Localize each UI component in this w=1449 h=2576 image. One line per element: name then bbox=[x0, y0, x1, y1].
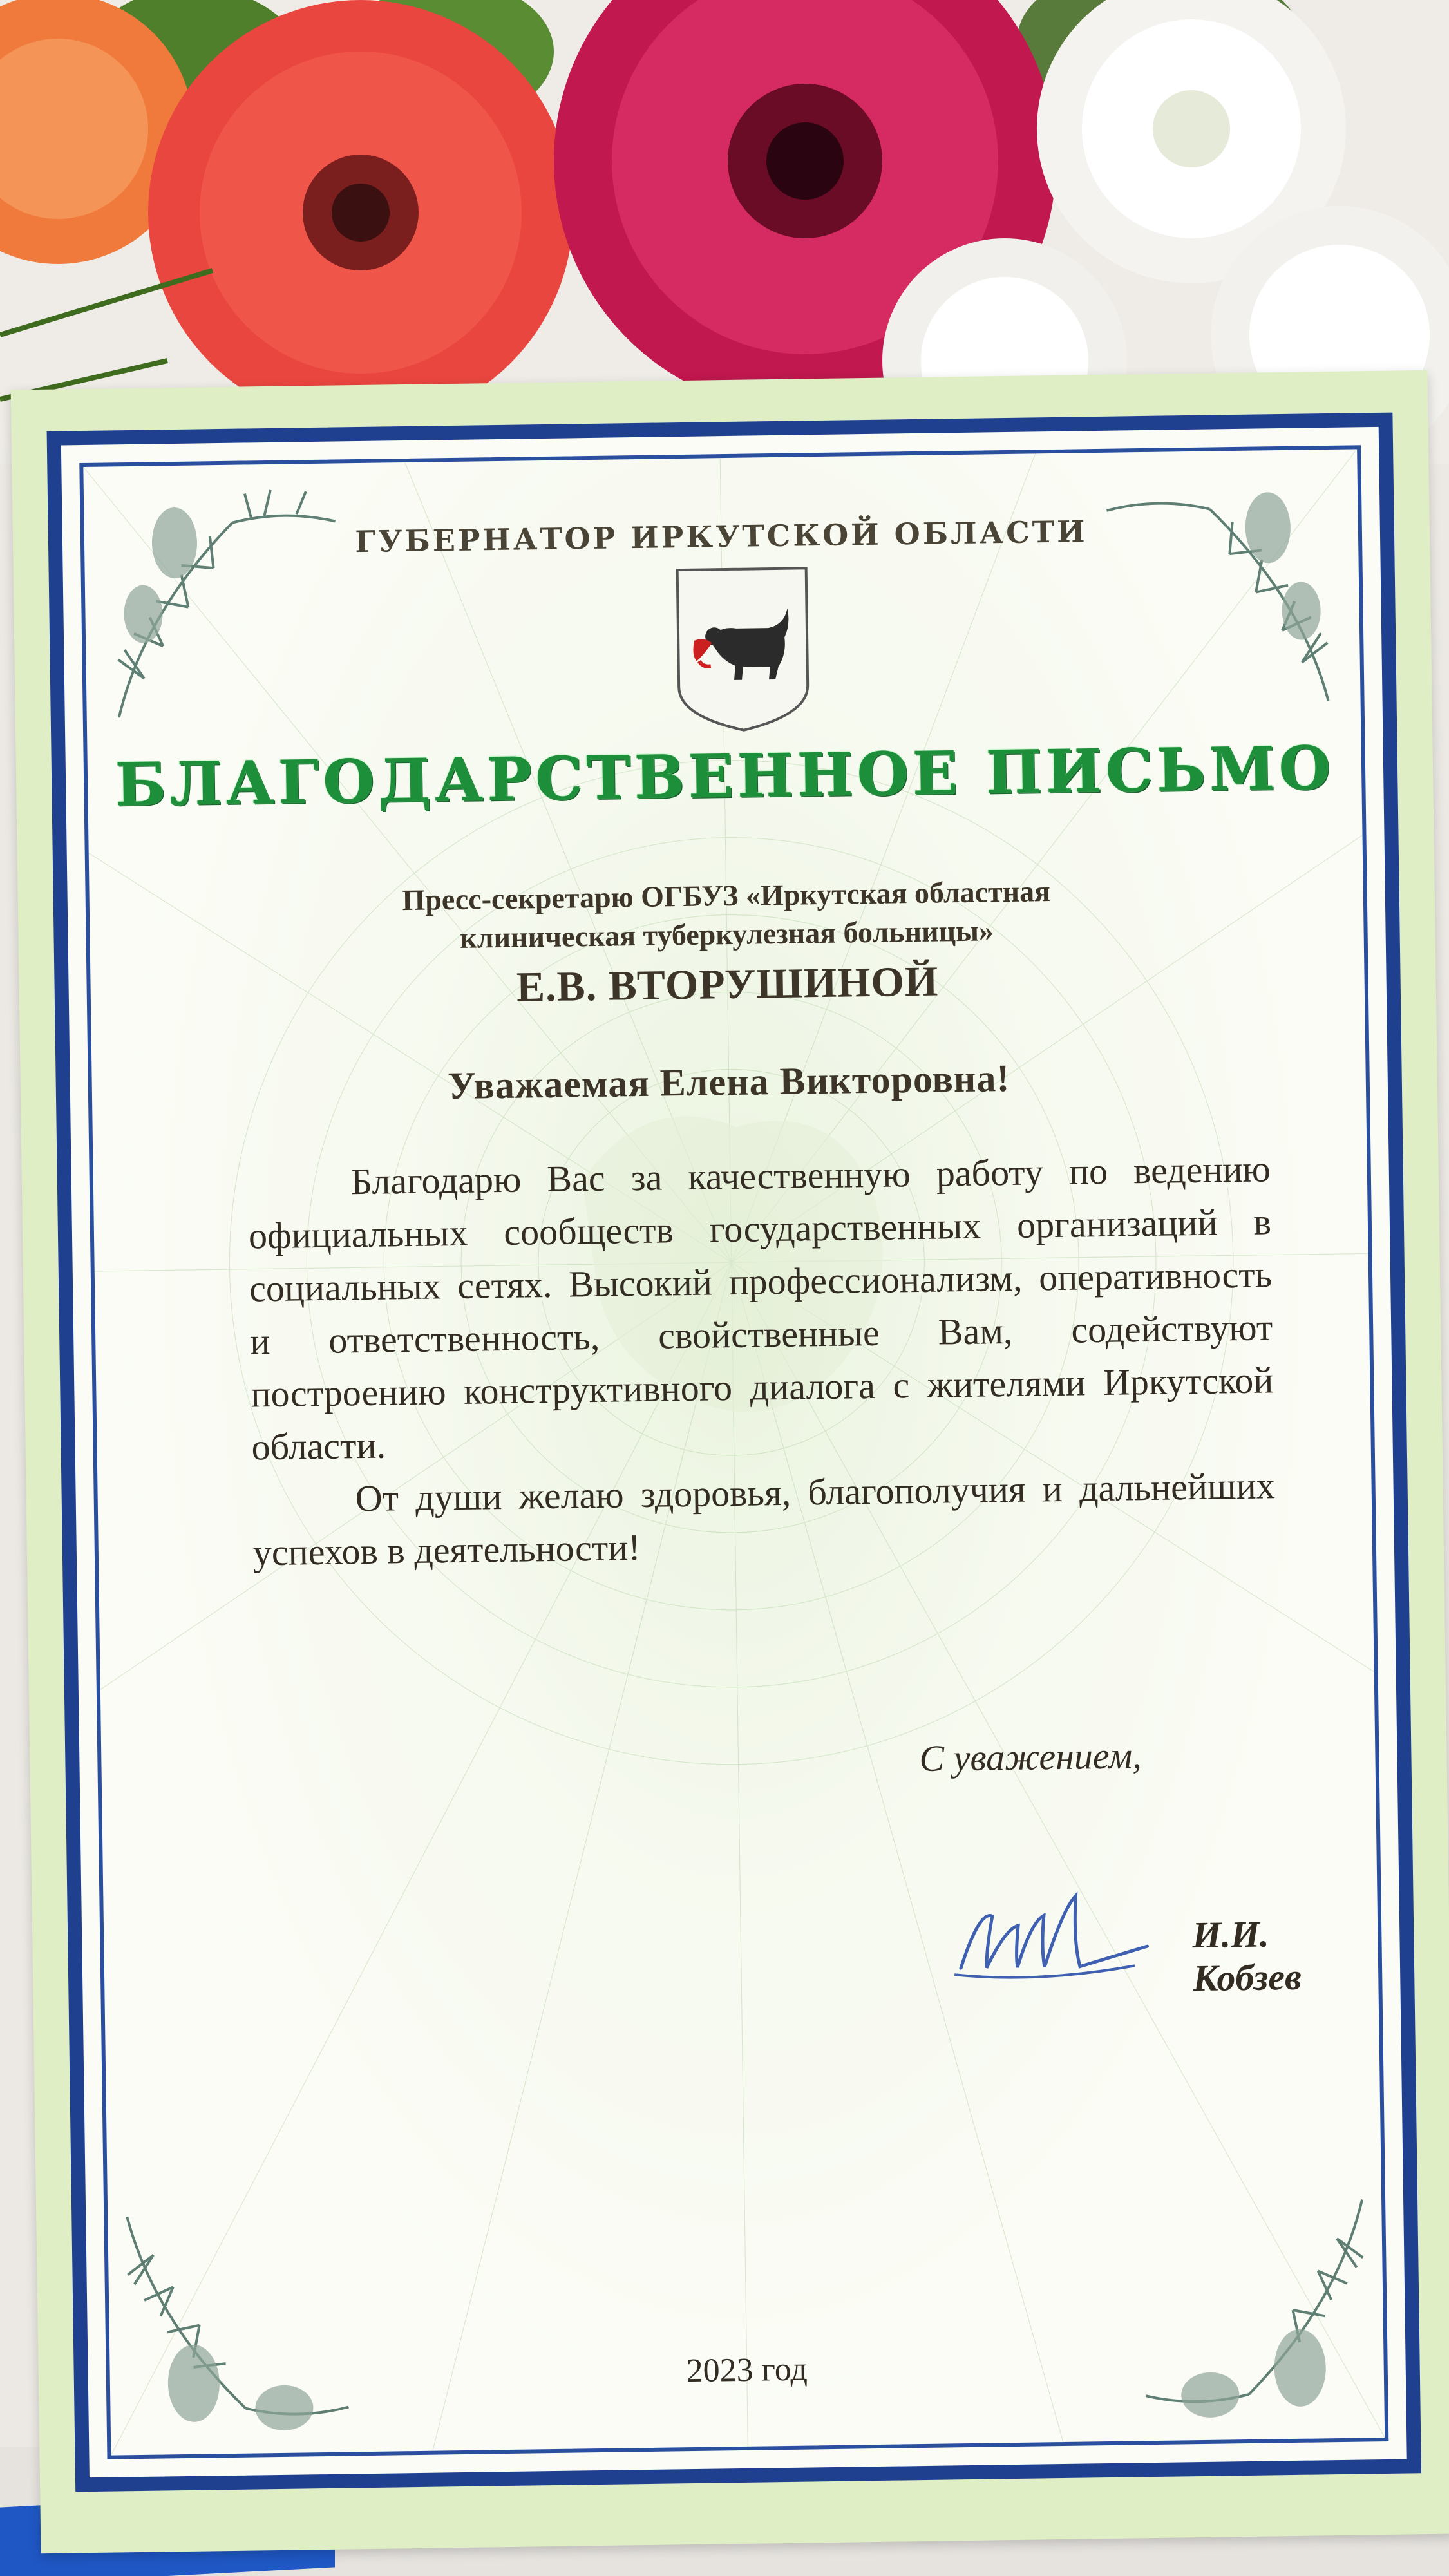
letter-body bbox=[247, 1142, 1276, 1579]
handwritten-signature bbox=[940, 1869, 1161, 2001]
closing: С уважением, bbox=[919, 1734, 1142, 1780]
certificate-inner-frame bbox=[79, 445, 1388, 2459]
letter-header: ГУБЕРНАТОР ИРКУТСКОЙ ОБЛАСТИ bbox=[355, 514, 1088, 560]
addressee-line: Пресс-секретарю ОГБУЗ «Иркутская областная bbox=[402, 875, 1051, 917]
signer-name: И.И. Кобзев bbox=[1191, 1913, 1302, 2000]
greeting: Уважаемая Елена Викторовна! bbox=[447, 1056, 1010, 1108]
irkutsk-coat-of-arms-icon bbox=[671, 563, 815, 735]
recipient-name: Е.В. ВТОРУШИНОЙ bbox=[516, 958, 939, 1011]
letter-title: БЛАГОДАРСТВЕННОЕ ПИСЬМО bbox=[114, 732, 1335, 820]
letter-year: 2023 год bbox=[686, 2351, 808, 2390]
addressee-block bbox=[89, 867, 1363, 963]
letter-content bbox=[83, 449, 1385, 2455]
addressee-line: клиническая туберкулезная больницы» bbox=[459, 914, 994, 954]
body-paragraph: От души желаю здоровья, благополучия и дальнейших успехов в деятельности! bbox=[252, 1464, 1276, 1574]
certificate-sheet bbox=[47, 413, 1421, 2492]
certificate-folder bbox=[11, 370, 1449, 2553]
body-paragraph: Благодарю Вас за качественную работу по ведению официальных сообществ государственных организаций в социальных сетях. Высокий профессионализм, оперативность и ответственность, свойственные Вам, содействуют построению конструктивного диалога с жителями Иркутской области. bbox=[248, 1148, 1274, 1468]
